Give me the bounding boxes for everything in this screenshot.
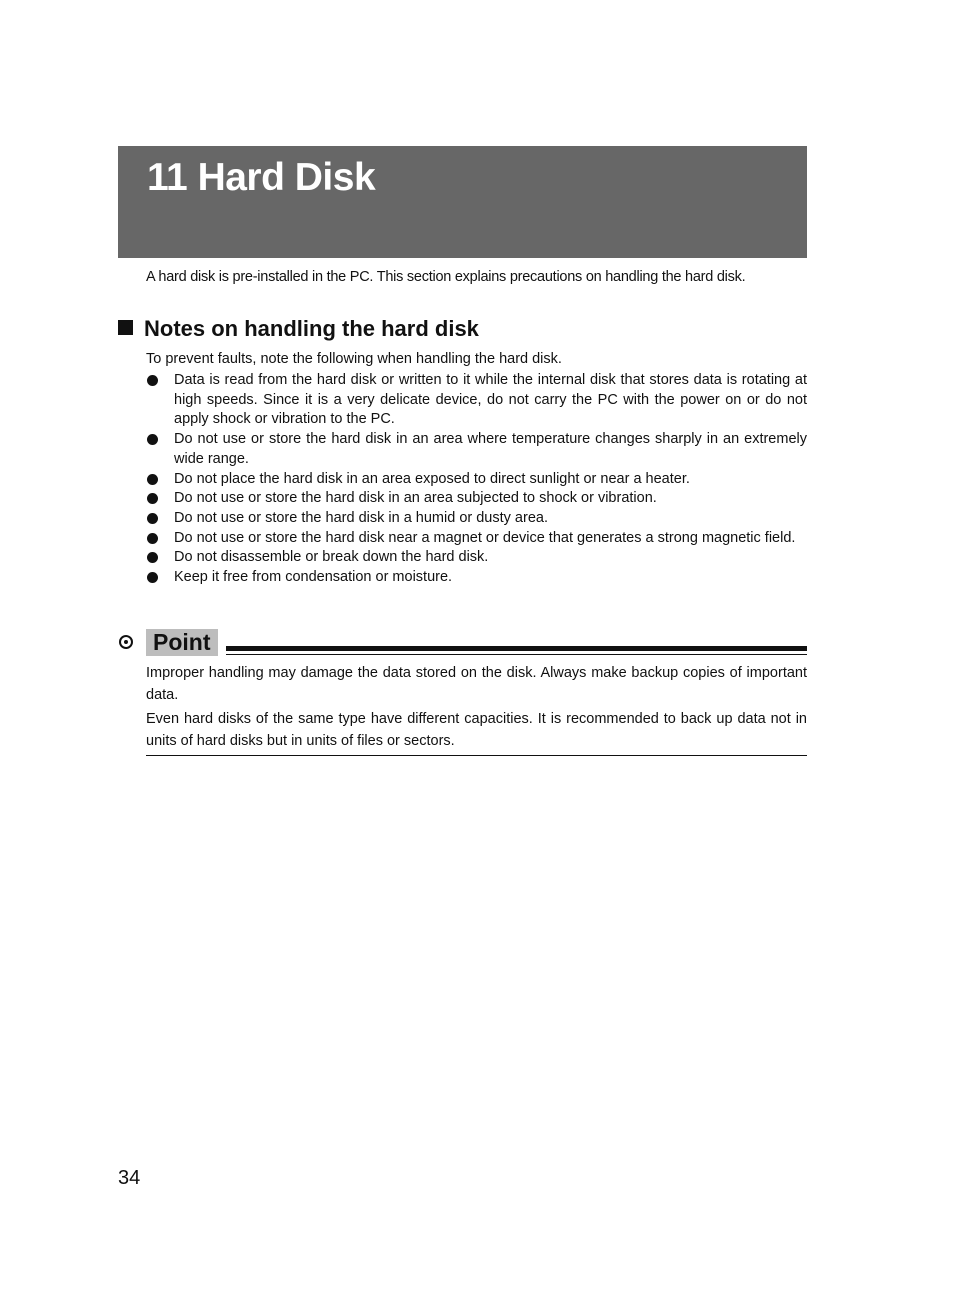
list-item-text: Data is read from the hard disk or written to it while the internal disk that stores data is rotating at high speeds. Since it is a very delicate device, do not carry the PC with the power on or do not apply shock or vibration to the PC. (174, 372, 807, 428)
list-item-text: Keep it free from condensation or moisture. (174, 569, 453, 586)
point-rule-thin (226, 654, 807, 655)
point-label: Point (146, 629, 218, 656)
list-item-text: Do not use or store the hard disk in an area subjected to shock or vibration. (174, 490, 657, 507)
point-paragraph: Improper handling may damage the data stored on the disk. Always make backup copies of important data. (146, 665, 807, 703)
bullet-dot-icon (147, 493, 158, 504)
bullet-dot-icon (147, 552, 158, 563)
chapter-title: 11 Hard Disk (147, 156, 376, 199)
bullet-dot-icon (147, 434, 158, 445)
intro-paragraph: A hard disk is pre-installed in the PC. This section explains precautions on handling the hard disk. (146, 269, 746, 285)
square-bullet-icon (118, 320, 133, 335)
point-body (146, 662, 807, 754)
list-item (146, 509, 807, 529)
list-item-text: Do not use or store the hard disk near a magnet or device that generates a strong magnetic field. (174, 529, 796, 546)
section-heading-text: Notes on handling the hard disk (144, 316, 479, 341)
point-paragraph: Even hard disks of the same type have different capacities. It is recommended to back up data not in units of hard disks but in units of files or sectors. (146, 711, 807, 749)
target-icon (119, 635, 133, 649)
list-item-text: Do not use or store the hard disk in a humid or dusty area. (174, 509, 548, 526)
page-number: 34 (118, 1167, 141, 1189)
bullet-dot-icon (147, 474, 158, 485)
list-item (146, 548, 807, 568)
list-item (146, 489, 807, 509)
chapter-banner (118, 146, 807, 258)
point-bottom-rule (146, 755, 807, 756)
list-item-text: Do not place the hard disk in an area exposed to direct sunlight or near a heater. (174, 470, 690, 487)
bullet-dot-icon (147, 513, 158, 524)
list-item-text: Do not disassemble or break down the hard disk. (174, 549, 489, 566)
bullet-dot-icon (147, 572, 158, 583)
target-icon-center (124, 640, 128, 644)
bullet-dot-icon (147, 375, 158, 386)
list-item (146, 470, 807, 490)
bullet-dot-icon (147, 533, 158, 544)
list-item (146, 371, 807, 430)
section-heading (118, 315, 479, 343)
precaution-list (146, 371, 807, 588)
list-item (146, 568, 807, 588)
list-item (146, 529, 807, 549)
list-item-text: Do not use or store the hard disk in an area where temperature changes sharply in an extremely wide range. (174, 431, 807, 467)
section-lead: To prevent faults, note the following when handling the hard disk. (146, 351, 562, 367)
list-item (146, 430, 807, 469)
point-rule-thick (226, 646, 807, 651)
